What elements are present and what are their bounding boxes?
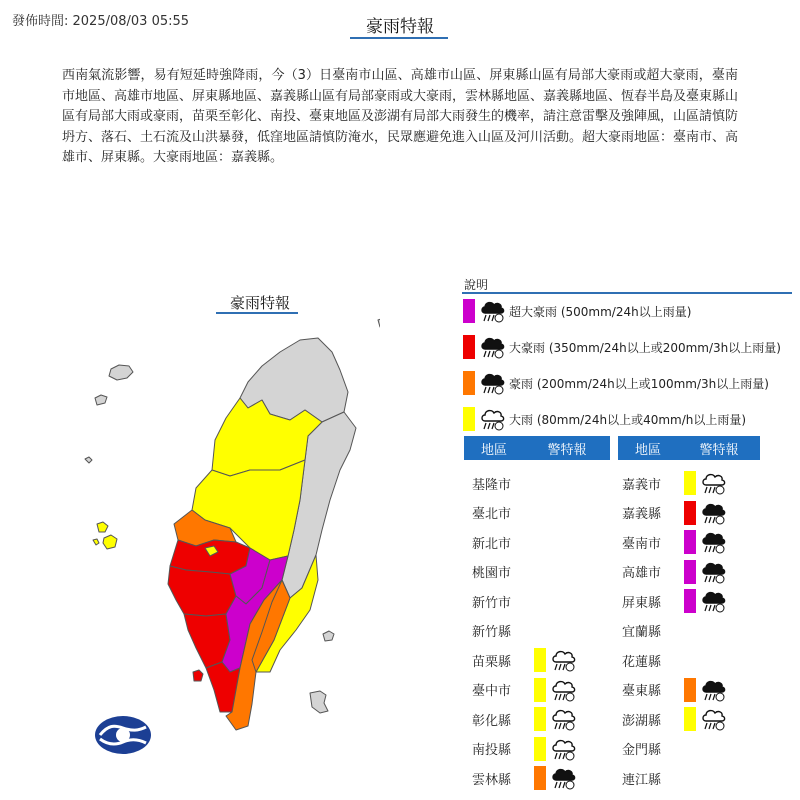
taiwan-warning-map <box>0 300 380 780</box>
warning-level-swatch <box>684 678 696 702</box>
region-name: 嘉義市 <box>622 477 662 493</box>
table-row <box>614 586 726 616</box>
table-row <box>464 468 534 498</box>
rain-cloud-outline-icon <box>550 647 576 673</box>
table-row <box>614 468 726 498</box>
map-islet-north-1 <box>378 317 380 327</box>
region-name: 高雄市 <box>622 566 662 581</box>
table-row <box>464 527 534 557</box>
column-header-region: 地區 <box>480 442 507 458</box>
map-title: 豪雨特報 <box>229 294 290 312</box>
region-name: 桃園市 <box>472 566 512 581</box>
rain-cloud-outline-icon <box>550 677 576 703</box>
region-name: 連江縣 <box>622 772 662 788</box>
warning-level-swatch <box>534 707 546 731</box>
warning-badge <box>534 677 576 703</box>
table-row <box>464 616 534 646</box>
legend-label: 豪雨 (200mm/24h以上或100mm/3h以上雨量) <box>509 376 769 391</box>
region-name: 臺東縣 <box>622 684 662 699</box>
warning-badge <box>684 500 726 526</box>
region-name: 宜蘭縣 <box>622 625 662 640</box>
heavy-rain-cloud-icon <box>479 370 505 396</box>
region-name: 苗栗縣 <box>472 654 512 670</box>
table-row <box>464 586 534 616</box>
map-penghu-1 <box>97 522 108 532</box>
region-name: 澎湖縣 <box>622 713 662 729</box>
page-title: 豪雨特報 <box>366 17 434 37</box>
table-row <box>464 675 576 705</box>
region-name: 新竹市 <box>472 595 512 611</box>
table-row <box>614 704 726 734</box>
rain-cloud-outline-icon <box>700 470 726 496</box>
region-name: 屏東縣 <box>622 595 662 611</box>
legend-label: 大雨 (80mm/24h以上或40mm/h以上雨量) <box>509 412 747 427</box>
warning-level-swatch <box>534 678 546 702</box>
region-name: 臺南市 <box>622 536 662 552</box>
warning-badge <box>534 765 576 791</box>
warning-description: 西南氣流影響，易有短延時強降雨，今（3）日臺南市山區、高雄市山區、屏東縣山區有局部大豪雨或超大豪雨，臺南市地區、高雄市地區、屏東縣地區、嘉義縣山區有局部豪雨或大豪雨，雲林縣地區、嘉義縣地區、恆春半島及臺東縣山區有局部大雨或豪雨，苗栗至彰化、南投、臺東地區及澎湖有局部大雨發生的機率，請注意雷擊及強陣風，山區請慎防坍方、落石、土石流及山洪暴發，低窪地區請慎防淹水，民眾應避免進入山區及河川活動。超大豪雨地區：臺南市、高雄市、屏東縣。大豪雨地區：嘉義縣。 <box>62 68 739 165</box>
table-row <box>464 557 534 587</box>
warning-level-swatch <box>684 471 696 495</box>
table-row <box>614 675 726 705</box>
issue-time: 發佈時間: 2025/08/03 05:55 <box>12 14 190 29</box>
warning-level-swatch <box>684 501 696 525</box>
warning-level-swatch <box>684 589 696 613</box>
region-name: 基隆市 <box>472 477 512 493</box>
warning-badge <box>684 559 726 585</box>
legend-item <box>463 334 781 360</box>
map-orchid-island <box>310 691 328 713</box>
column-header-warning: 警特報 <box>547 442 587 458</box>
legend-item <box>463 370 769 396</box>
legend-swatch <box>463 335 475 359</box>
region-name: 花蓮縣 <box>622 654 662 670</box>
map-region-tainan <box>168 566 236 616</box>
warning-level-swatch <box>684 707 696 731</box>
warning-level-swatch <box>534 648 546 672</box>
table-header-left <box>464 436 610 460</box>
heavy-rain-cloud-icon <box>479 298 505 324</box>
legend-swatch <box>463 299 475 323</box>
heavy-rain-cloud-icon <box>700 677 726 703</box>
table-row <box>614 616 684 646</box>
region-name: 新竹縣 <box>472 625 512 640</box>
table-row <box>464 704 576 734</box>
map-kinmen-3 <box>85 457 92 463</box>
warning-badge <box>684 588 726 614</box>
map-kinmen <box>109 365 133 380</box>
cwa-logo <box>94 715 152 755</box>
warning-badge <box>534 736 576 762</box>
map-kinmen-2 <box>95 395 107 405</box>
title-underline <box>350 37 448 39</box>
warning-badge <box>684 529 726 555</box>
map-penghu-2 <box>103 535 117 549</box>
warning-level-swatch <box>684 530 696 554</box>
heavy-rain-cloud-icon <box>550 765 576 791</box>
table-row <box>464 498 534 528</box>
region-name: 彰化縣 <box>472 713 512 729</box>
warning-badge <box>534 706 576 732</box>
region-name: 嘉義縣 <box>622 507 662 522</box>
heavy-rain-cloud-icon <box>700 588 726 614</box>
rain-cloud-outline-icon <box>550 736 576 762</box>
table-row <box>614 645 684 675</box>
table-row <box>464 645 576 675</box>
warning-badge <box>684 677 726 703</box>
warning-level-swatch <box>534 737 546 761</box>
legend-swatch <box>463 371 475 395</box>
legend-title: 說明 <box>464 278 489 292</box>
legend-label: 超大豪雨 (500mm/24h以上雨量) <box>509 304 692 319</box>
heavy-rain-cloud-icon <box>700 559 726 585</box>
table-row <box>614 557 726 587</box>
column-header-warning: 警特報 <box>699 442 739 458</box>
region-name: 雲林縣 <box>472 772 512 788</box>
rain-cloud-outline-icon <box>550 706 576 732</box>
map-green-island <box>323 631 334 641</box>
table-row <box>614 763 684 793</box>
legend-swatch <box>463 407 475 431</box>
heavy-rain-cloud-icon <box>700 500 726 526</box>
map-liuqiu <box>193 670 203 681</box>
region-name: 金門縣 <box>622 743 662 758</box>
rain-cloud-outline-icon <box>700 706 726 732</box>
table-row <box>464 734 576 764</box>
warning-level-swatch <box>534 766 546 790</box>
region-name: 新北市 <box>472 536 512 552</box>
heavy-rain-cloud-icon <box>700 529 726 555</box>
legend-item <box>463 406 746 432</box>
region-name: 臺北市 <box>472 507 512 522</box>
region-name: 南投縣 <box>472 743 512 758</box>
rain-cloud-outline-icon <box>479 406 505 432</box>
warning-level-swatch <box>684 560 696 584</box>
warning-badge <box>684 470 726 496</box>
region-name: 臺中市 <box>472 684 512 699</box>
table-row <box>614 498 726 528</box>
heavy-rain-cloud-icon <box>479 334 505 360</box>
map-penghu-3 <box>93 539 99 545</box>
table-row <box>464 763 576 793</box>
table-row <box>614 734 684 764</box>
table-row <box>614 527 726 557</box>
legend-label: 大豪雨 (350mm/24h以上或200mm/3h以上雨量) <box>509 340 781 355</box>
warning-badge <box>534 647 576 673</box>
table-header-right <box>618 436 760 460</box>
warning-badge <box>684 706 726 732</box>
column-header-region: 地區 <box>634 442 661 458</box>
legend-underline <box>462 292 792 294</box>
legend-item <box>463 298 691 324</box>
